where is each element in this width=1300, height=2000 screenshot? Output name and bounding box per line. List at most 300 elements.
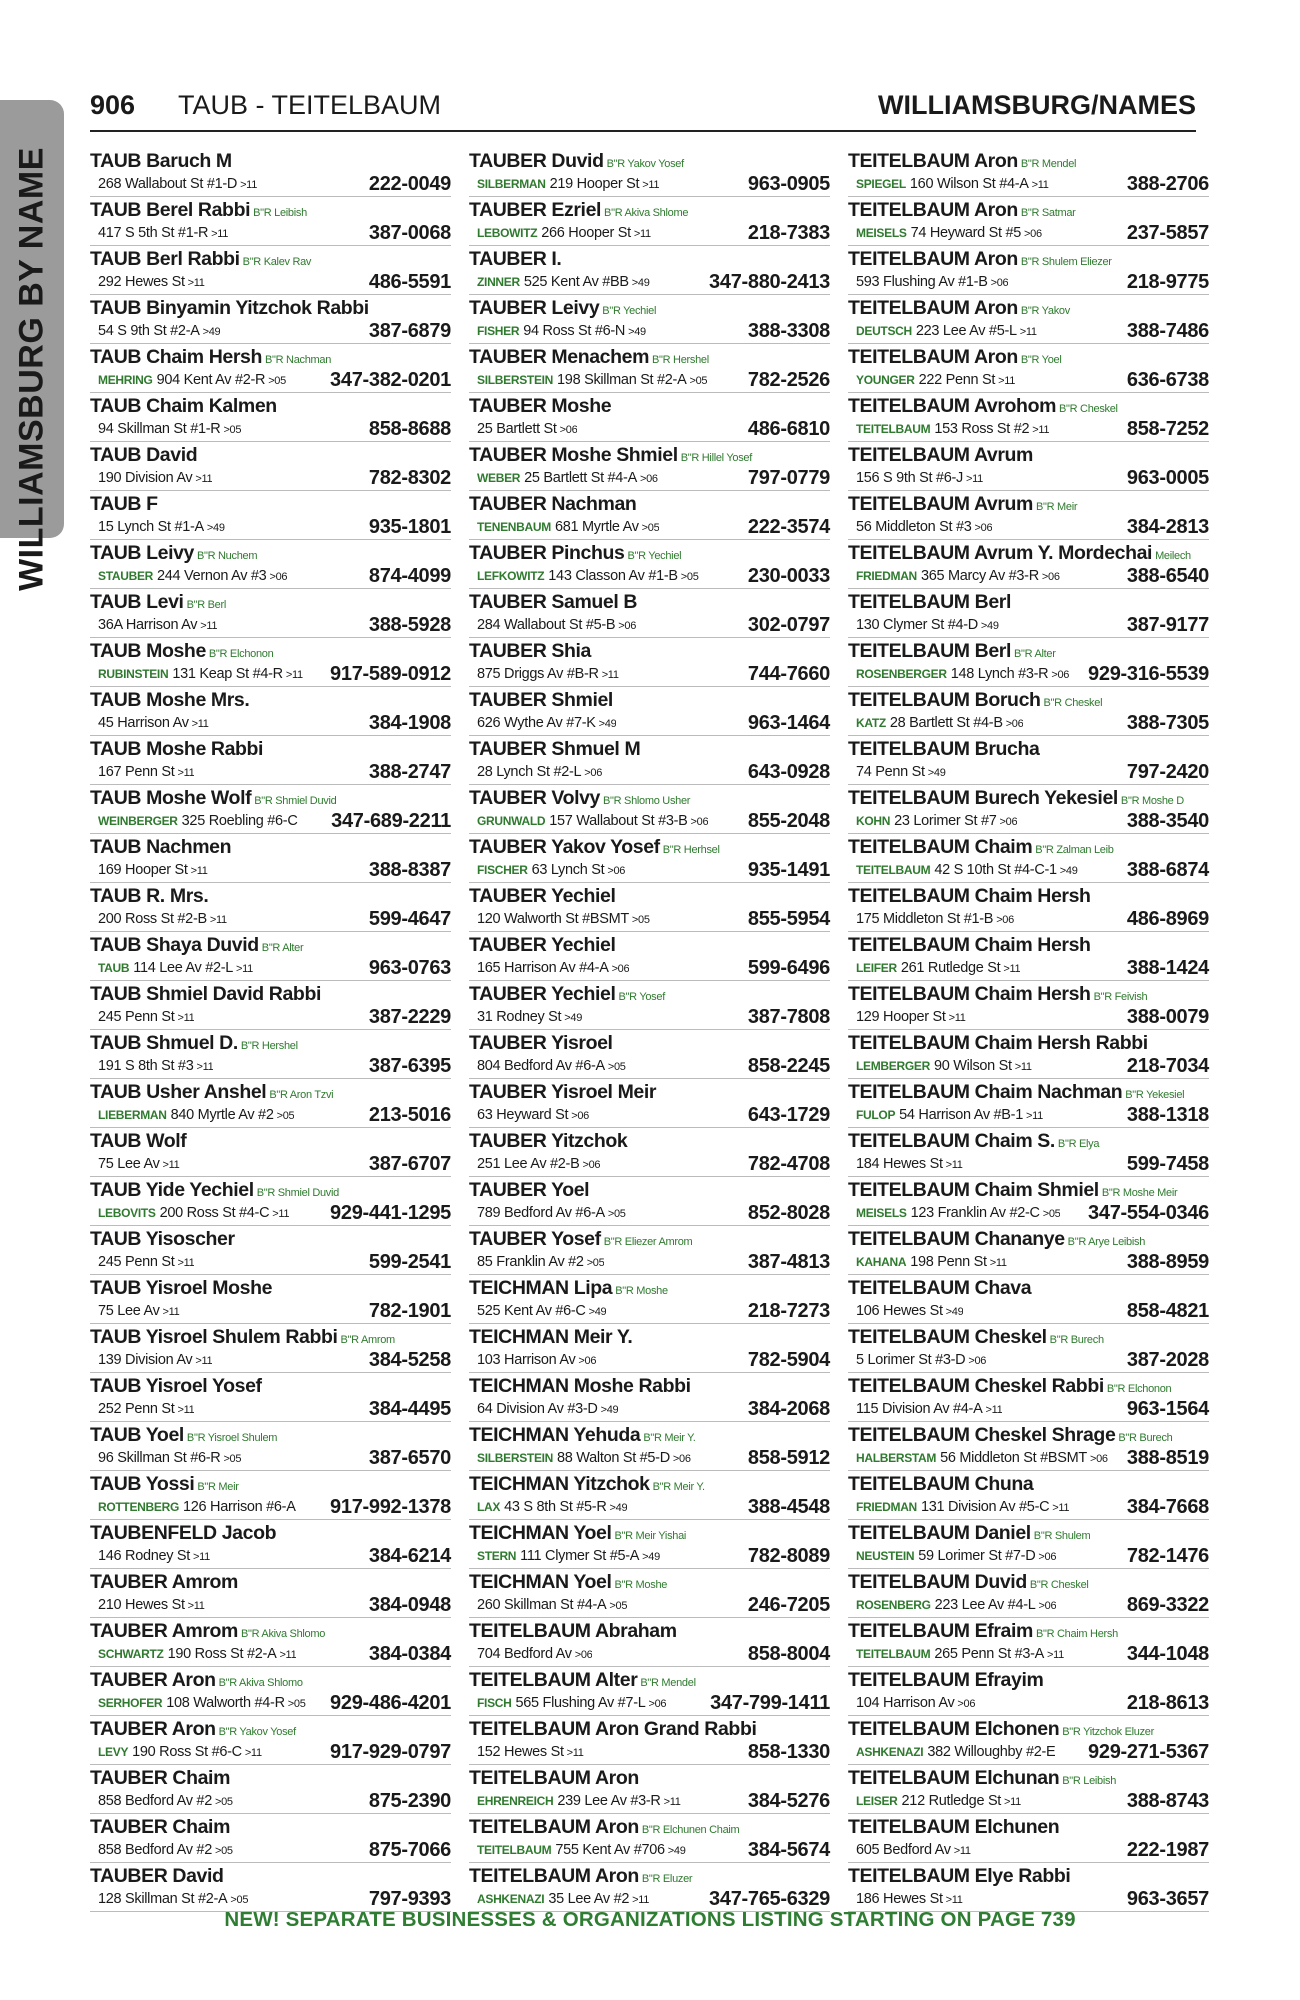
listing-name-line (469, 1226, 830, 1252)
listing-family-name: SERHOFER (98, 1696, 163, 1710)
listing-address: 251 Lee Av #2-B (477, 1156, 580, 1172)
listing-name: TEITELBAUM Chaim (848, 836, 1033, 858)
listing-address: 74 Penn St (856, 764, 925, 780)
listing-address-group (848, 1301, 963, 1321)
listing-family-name: TAUB (98, 961, 130, 975)
listing-name: TAUB Chaim Kalmen (90, 395, 277, 417)
listing-name-line (469, 442, 830, 468)
listing-parent-name: B"R Berl (186, 599, 226, 611)
listing-address: 131 Keap St #4-R (172, 666, 283, 682)
listing-detail-line (469, 1448, 830, 1468)
listing-phone: 935-1491 (747, 859, 830, 881)
listing-name: TEITELBAUM Chaim Hersh (848, 885, 1091, 907)
listing-address: 840 Myrtle Av #2 (170, 1107, 274, 1123)
listing-zip-code: >11 (998, 375, 1016, 387)
listing-zip-code: >06 (672, 1453, 691, 1465)
listing-family-name: LEIFER (856, 961, 897, 975)
listing-phone: 388-7486 (1126, 320, 1209, 342)
listing-zip-code: >06 (690, 816, 709, 828)
listing-address-group (469, 1546, 660, 1566)
listing-parent-name: B"R Shlomo Usher (603, 795, 691, 807)
listing-phone: 388-3540 (1126, 810, 1209, 832)
listing-name-line (848, 442, 1209, 468)
directory-column (848, 148, 1209, 1912)
listing-zip-code: >49 (609, 1502, 628, 1514)
listing-entry (469, 1177, 830, 1226)
listing-parent-name: B"R Akiva Shlomo (218, 1677, 303, 1689)
listing-phone: 869-3322 (1126, 1594, 1209, 1616)
listing-address-group (90, 1203, 289, 1223)
listing-parent-name: B"R Feivish (1093, 991, 1148, 1003)
listing-address: 25 Bartlett St (477, 421, 557, 437)
listing-address-group (469, 1889, 649, 1909)
listing-name-line (848, 295, 1209, 321)
listing-detail-line (848, 1154, 1209, 1174)
listing-address: 123 Franklin Av #2-C (910, 1205, 1040, 1221)
page-header (90, 86, 1196, 132)
listing-address-group (469, 713, 616, 733)
listing-name-line (469, 1079, 830, 1105)
listing-name-line (848, 687, 1209, 713)
listing-entry (90, 1667, 451, 1716)
listing-parent-name: B"R Yekesiel (1125, 1089, 1185, 1101)
listing-detail-line (90, 958, 451, 978)
listing-entry (90, 1863, 451, 1912)
listing-name: TAUB F (90, 493, 158, 515)
listing-name-line (90, 785, 451, 811)
listing-address: 175 Middleton St #1-B (856, 911, 994, 927)
listing-name-line (469, 246, 830, 272)
listing-phone: 388-2706 (1126, 173, 1209, 195)
listing-name-line (90, 1765, 451, 1791)
listing-entry (90, 246, 451, 295)
listing-address: 129 Hooper St (856, 1009, 946, 1025)
listing-zip-code: >11 (177, 1012, 195, 1024)
listing-name-line (848, 1765, 1209, 1791)
listing-phone: 384-0384 (368, 1643, 451, 1665)
listing-zip-code: >05 (586, 1257, 605, 1269)
listing-family-name: HALBERSTAM (856, 1451, 937, 1465)
listing-name: TAUBER Shmiel (469, 689, 613, 711)
listing-name-line (848, 197, 1209, 223)
listing-detail-line (848, 566, 1209, 586)
listing-detail-line (90, 223, 451, 243)
listing-name: TAUBER Yechiel (469, 885, 616, 907)
listing-family-name: NEUSTEIN (856, 1549, 915, 1563)
listing-address-group (469, 1154, 600, 1174)
listing-address-group (469, 223, 651, 243)
listing-name-line (90, 1079, 451, 1105)
listing-entry (848, 1569, 1209, 1618)
listing-detail-line (90, 1791, 451, 1811)
listing-zip-code: >11 (200, 620, 218, 632)
listing-zip-code: >05 (631, 914, 650, 926)
listing-phone: 384-4495 (368, 1398, 451, 1420)
listing-parent-name: B"R Amrom (340, 1334, 395, 1346)
listing-name-line (848, 638, 1209, 664)
listing-name-line (848, 785, 1209, 811)
listing-family-name: MEISELS (856, 226, 907, 240)
listing-family-name: LEBOWITZ (477, 226, 538, 240)
listing-address: 222 Penn St (918, 372, 996, 388)
listing-parent-name: B"R Kalev Rav (242, 256, 312, 268)
listing-detail-line (90, 1301, 451, 1321)
listing-address-group (469, 811, 708, 831)
listing-phone: 384-7668 (1126, 1496, 1209, 1518)
listing-parent-name: B"R Hillel Yosef (680, 452, 752, 464)
listing-zip-code: >06 (1005, 718, 1024, 730)
listing-detail-line (469, 321, 830, 341)
listing-entry (90, 1765, 451, 1814)
listing-detail-line (848, 1056, 1209, 1076)
listing-address: 85 Franklin Av #2 (477, 1254, 584, 1270)
listing-zip-code: >06 (571, 1110, 589, 1122)
listing-address-group (469, 1742, 584, 1762)
listing-phone: 387-6707 (368, 1153, 451, 1175)
listing-family-name: YOUNGER (856, 373, 915, 387)
listing-entry (90, 1569, 451, 1618)
listing-name-line (469, 1765, 830, 1791)
listing-address: 45 Harrison Av (98, 715, 189, 731)
listing-name: TEICHMAN Yitzchok (469, 1473, 650, 1495)
listing-name-line (469, 491, 830, 517)
listing-entry (469, 442, 830, 491)
listing-entry (848, 491, 1209, 540)
listing-zip-code: >05 (214, 1796, 233, 1808)
listing-detail-line (90, 1497, 451, 1517)
section-title: WILLIAMSBURG/NAMES (878, 90, 1196, 120)
listing-parent-name: B"R Satmar (1020, 207, 1076, 219)
listing-name: TEITELBAUM Chaim Hersh (848, 983, 1091, 1005)
listing-detail-line (90, 811, 451, 831)
listing-entry (469, 1324, 830, 1373)
listing-detail-line (90, 1448, 451, 1468)
listing-parent-name: B"R Herhsel (662, 844, 720, 856)
listing-address-group (90, 1301, 180, 1321)
listing-address: 54 S 9th St #2-A (98, 323, 200, 339)
listing-address-group (848, 1693, 975, 1713)
listing-name: TAUBER Shia (469, 640, 591, 662)
listing-phone: 782-5904 (747, 1349, 830, 1371)
listing-address-group (848, 566, 1060, 586)
listing-address-group (90, 1644, 296, 1664)
listing-zip-code: >05 (1042, 1208, 1061, 1220)
listing-name-line (469, 1716, 830, 1742)
listing-address-group (90, 468, 212, 488)
listing-entry (469, 344, 830, 393)
listing-address-group (469, 1399, 618, 1419)
listing-family-name: SILBERSTEIN (477, 1451, 554, 1465)
listing-entry (90, 834, 451, 883)
listing-address: 265 Penn St #3-A (934, 1646, 1044, 1662)
listing-address: 190 Ross St #6-C (132, 1744, 242, 1760)
listing-zip-code: >49 (1059, 865, 1078, 877)
listing-name: TEITELBAUM Aron (848, 150, 1018, 172)
listing-detail-line (90, 1056, 451, 1076)
listing-address-group (848, 1448, 1108, 1468)
listing-address-group (90, 272, 205, 292)
listing-phone: 384-5674 (747, 1839, 830, 1861)
listing-family-name: TEITELBAUM (477, 1843, 552, 1857)
listing-phone: 388-8959 (1126, 1251, 1209, 1273)
listing-name: TAUBER Moshe (469, 395, 612, 417)
listing-entry (848, 1471, 1209, 1520)
listing-entry (469, 246, 830, 295)
listing-address-group (848, 1105, 1043, 1125)
listing-phone: 218-7273 (747, 1300, 830, 1322)
listing-name-line (469, 1128, 830, 1154)
listing-detail-line (90, 419, 451, 439)
listing-address-group (848, 958, 1020, 978)
listing-zip-code: >06 (996, 914, 1014, 926)
listing-detail-line (90, 1154, 451, 1174)
listing-name-line (469, 1569, 830, 1595)
listing-phone: 643-0928 (747, 761, 830, 783)
listing-address-group (90, 1889, 248, 1909)
listing-zip-code: >11 (195, 1355, 213, 1367)
listing-detail-line (469, 1154, 830, 1174)
listing-detail-line (848, 762, 1209, 782)
listing-detail-line (848, 1301, 1209, 1321)
listing-zip-code: >05 (609, 1600, 628, 1612)
listing-family-name: ROSENBERG (856, 1598, 931, 1612)
listing-entry (848, 393, 1209, 442)
listing-name: TAUBER Yisroel (469, 1032, 613, 1054)
listing-address: 210 Hewes St (98, 1597, 185, 1613)
listing-name-line (848, 1471, 1209, 1497)
listing-name-line (848, 736, 1209, 762)
listing-name: TAUB Chaim Hersh (90, 346, 263, 368)
listing-name-line (469, 834, 830, 860)
listing-detail-line (848, 1448, 1209, 1468)
listing-detail-line (848, 370, 1209, 390)
listing-name-line (469, 197, 830, 223)
listing-detail-line (848, 517, 1209, 537)
listing-detail-line (469, 419, 830, 439)
listing-detail-line (848, 1693, 1209, 1713)
listing-detail-line (469, 1497, 830, 1517)
listing-address-group (90, 713, 209, 733)
listing-address-group (90, 517, 225, 537)
listing-zip-code: >11 (195, 473, 213, 485)
listing-entry (469, 1765, 830, 1814)
listing-address-group (90, 321, 220, 341)
listing-name: TAUB Shmiel David Rabbi (90, 983, 321, 1005)
listing-name: TEITELBAUM Abraham (469, 1620, 677, 1642)
listing-name-line (469, 1030, 830, 1056)
listing-phone: 858-8004 (747, 1643, 830, 1665)
listing-name: TAUBER Nachman (469, 493, 637, 515)
listing-parent-name: B"R Meir Yishai (614, 1530, 687, 1542)
listing-address: 152 Hewes St (477, 1744, 564, 1760)
listing-detail-line (469, 615, 830, 635)
listing-entry (848, 1667, 1209, 1716)
listing-name-line (848, 834, 1209, 860)
listing-name-line (90, 148, 451, 174)
listing-phone: 797-2420 (1126, 761, 1209, 783)
listing-name-line (469, 589, 830, 615)
listing-phone: 599-6496 (747, 957, 830, 979)
listing-name: TAUBER Leivy (469, 297, 600, 319)
listing-name-line (848, 1520, 1209, 1546)
listing-zip-code: >06 (999, 816, 1018, 828)
listing-name-line (848, 1422, 1209, 1448)
listing-address: 42 S 10th St #4-C-1 (934, 862, 1057, 878)
listing-address-group (848, 1203, 1060, 1223)
listing-detail-line (469, 370, 830, 390)
listing-address-group (848, 762, 946, 782)
listing-address-group (90, 174, 257, 194)
listing-address-group (469, 762, 602, 782)
listing-detail-line (848, 272, 1209, 292)
listing-entry (469, 1863, 830, 1912)
listing-phone: 963-0905 (747, 173, 830, 195)
listing-phone: 347-880-2413 (709, 271, 830, 293)
listing-address-group (469, 468, 658, 488)
listing-family-name: EHRENREICH (477, 1794, 554, 1808)
listing-address-group (848, 664, 1069, 684)
listing-address: 223 Lee Av #4-L (934, 1597, 1036, 1613)
listing-name: TEICHMAN Lipa (469, 1277, 613, 1299)
listing-address: 128 Skillman St #2-A (98, 1891, 228, 1907)
listing-zip-code: >06 (578, 1355, 597, 1367)
listing-zip-code: >11 (162, 1306, 180, 1318)
listing-phone: 387-7808 (747, 1006, 830, 1028)
listing-zip-code: >11 (187, 1600, 205, 1612)
listing-family-name: SILBERSTEIN (477, 373, 554, 387)
listing-name-line (90, 197, 451, 223)
listing-address: 284 Wallabout St #5-B (477, 617, 616, 633)
listing-entry (469, 1226, 830, 1275)
listing-zip-code: >11 (1052, 1502, 1070, 1514)
listing-entry (848, 1079, 1209, 1128)
listing-name-line (848, 1618, 1209, 1644)
listing-parent-name: B"R Elchonon (1106, 1383, 1172, 1395)
listing-family-name: SILBERMAN (477, 177, 546, 191)
listing-zip-code: >06 (611, 963, 630, 975)
listing-detail-line (469, 1791, 830, 1811)
listing-address-group (848, 860, 1078, 880)
listing-detail-line (848, 1007, 1209, 1027)
listing-zip-code: >11 (566, 1747, 584, 1759)
listing-family-name: FULOP (856, 1108, 896, 1122)
listing-detail-line (469, 713, 830, 733)
listing-entry (469, 1618, 830, 1667)
listing-address-group (469, 1056, 626, 1076)
listing-name-line (848, 1569, 1209, 1595)
listing-detail-line (90, 1742, 451, 1762)
listing-parent-name: B"R Leibish (1062, 1775, 1117, 1787)
listing-parent-name: B"R Burech (1049, 1334, 1104, 1346)
listing-parent-name: B"R Moshe Meir (1101, 1187, 1178, 1199)
listing-parent-name: B"R Moshe D (1120, 795, 1184, 807)
listing-address-group (848, 811, 1017, 831)
listing-phone: 384-1908 (368, 712, 451, 734)
listing-entry (848, 687, 1209, 736)
listing-phone: 917-992-1378 (330, 1496, 451, 1518)
listing-address: 198 Penn St (910, 1254, 987, 1270)
listing-address-group (848, 615, 999, 635)
listing-zip-code: >06 (968, 1355, 987, 1367)
listing-name: TEITELBAUM Aron (848, 199, 1018, 221)
listing-detail-line (90, 909, 451, 929)
listing-name: TAUB Levi (90, 591, 184, 613)
listing-parent-name: B"R Yoel (1020, 354, 1062, 366)
listing-phone: 963-0763 (368, 957, 451, 979)
listing-name: TEITELBAUM Burech Yekesiel (848, 787, 1118, 809)
listing-parent-name: B"R Meir (197, 1481, 239, 1493)
listing-entry (848, 932, 1209, 981)
listing-zip-code: >06 (607, 865, 626, 877)
listing-phone: 874-4099 (368, 565, 451, 587)
listing-entry (848, 736, 1209, 785)
listing-entry (90, 1618, 451, 1667)
listing-address-group (848, 1350, 986, 1370)
listing-phone: 347-382-0201 (330, 369, 451, 391)
listing-detail-line (848, 1644, 1209, 1664)
listing-phone: 384-2813 (1126, 516, 1209, 538)
listing-address-group (90, 909, 227, 929)
listing-name-line (90, 1814, 451, 1840)
listing-phone: 782-8302 (368, 467, 451, 489)
listing-address: 565 Flushing Av #7-L (515, 1695, 646, 1711)
listing-zip-code: >11 (1019, 326, 1037, 338)
listing-name: TEITELBAUM Berl (848, 591, 1012, 613)
listing-entry (848, 1226, 1209, 1275)
listing-zip-code: >11 (177, 1257, 195, 1269)
listing-address: 31 Rodney St (477, 1009, 562, 1025)
listing-address-group (469, 566, 699, 586)
listing-family-name: FISCHER (477, 863, 528, 877)
listing-address-group (90, 419, 241, 439)
listing-name: TEITELBAUM Aron (469, 1816, 639, 1838)
listing-zip-code: >49 (927, 767, 946, 779)
listing-name: TAUBER Yitzchok (469, 1130, 628, 1152)
listing-name-line (90, 638, 451, 664)
listing-detail-line (469, 811, 830, 831)
listing-name: TAUB Yoel (90, 1424, 184, 1446)
listing-entry (90, 1716, 451, 1765)
listing-zip-code: >11 (190, 865, 208, 877)
listing-address: 904 Kent Av #2-R (156, 372, 266, 388)
listing-address: 157 Wallabout St #3-B (549, 813, 688, 829)
listing-address-group (90, 370, 286, 390)
listing-family-name: WEINBERGER (98, 814, 178, 828)
listing-name-line (90, 246, 451, 272)
listing-parent-name: B"R Cheskel (1043, 697, 1103, 709)
listing-address-group (469, 1301, 606, 1321)
listing-address: 74 Heyward St #5 (910, 225, 1022, 241)
listing-detail-line (848, 1105, 1209, 1125)
listing-phone: 387-6395 (368, 1055, 451, 1077)
listing-entry (90, 981, 451, 1030)
listing-phone: 929-486-4201 (330, 1692, 451, 1714)
listing-entry (848, 1373, 1209, 1422)
listing-entry (90, 1079, 451, 1128)
listing-phone: 875-2390 (368, 1790, 451, 1812)
listing-zip-code: >11 (177, 1404, 195, 1416)
listing-address-group (469, 1644, 592, 1664)
listing-address: 23 Lorimer St #7 (894, 813, 997, 829)
listing-parent-name: B"R Nuchem (197, 550, 258, 562)
listing-detail-line (469, 517, 830, 537)
listing-parent-name: B"R Zalman Leib (1035, 844, 1114, 856)
listing-parent-name: B"R Alter (261, 942, 304, 954)
listing-name-line (848, 344, 1209, 370)
listing-name: TEITELBAUM Aron (848, 248, 1018, 270)
listing-phone: 782-2526 (747, 369, 830, 391)
listing-address-group (469, 1693, 666, 1713)
